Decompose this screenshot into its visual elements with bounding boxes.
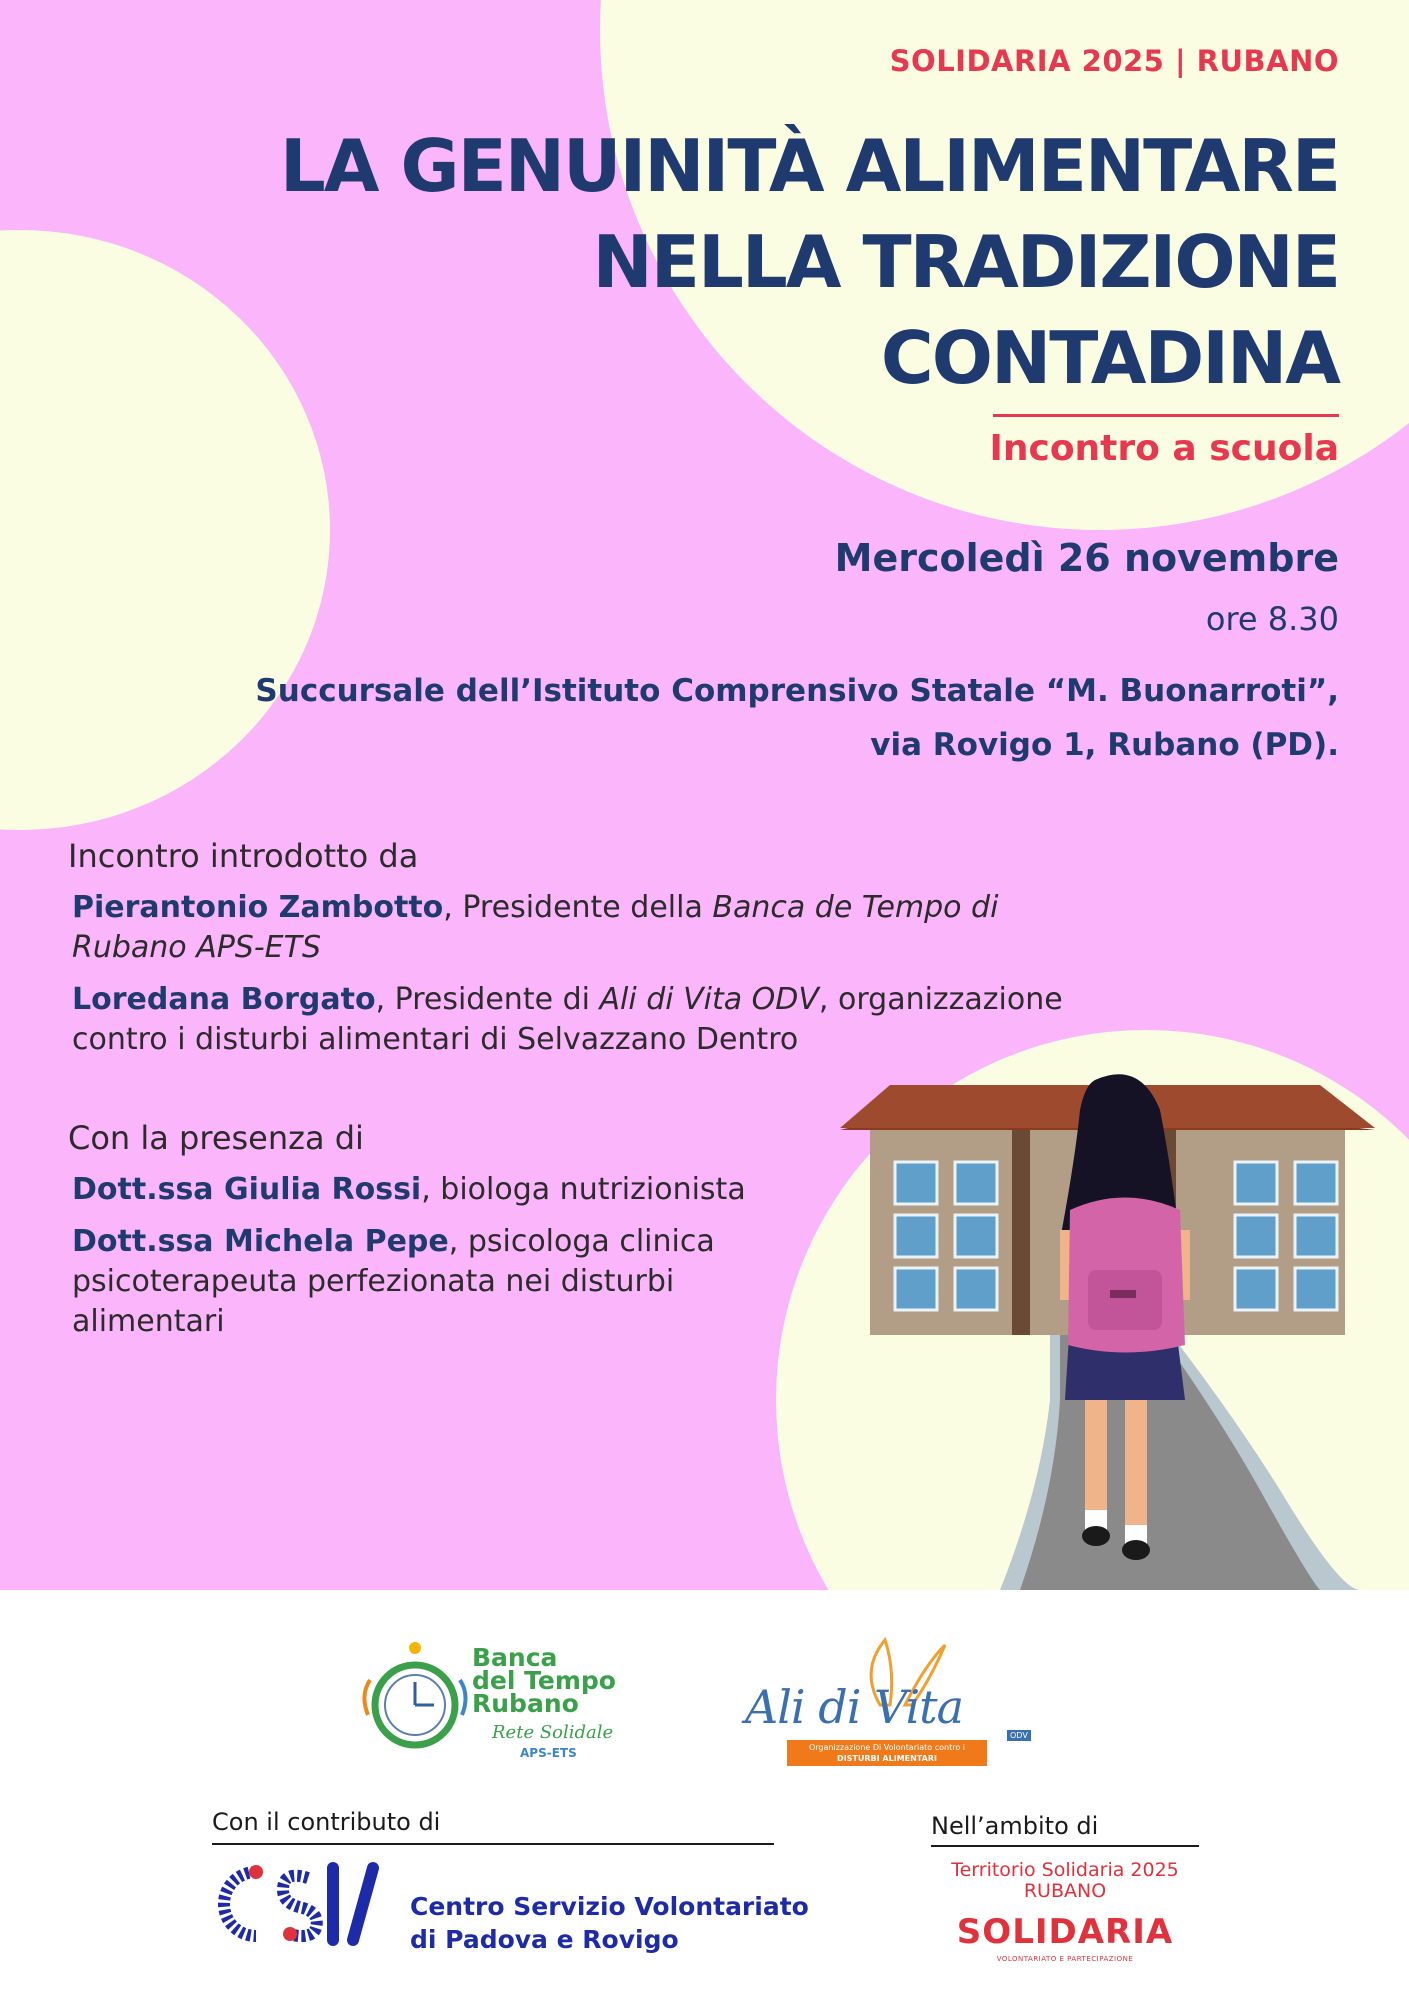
solidaria-logo: SOLIDARIA [956, 1912, 1174, 1952]
speaker-entry [72, 980, 1068, 1060]
banca-line: Banca [472, 1643, 558, 1672]
ali-banner-line: DISTURBI ALIMENTARI [837, 1754, 937, 1763]
solidaria-line: Territorio Solidaria 2025 [951, 1859, 1179, 1881]
solidaria-line: RUBANO [1023, 1880, 1107, 1902]
girl-leg [1085, 1400, 1107, 1525]
guest-role: alimentari [72, 1304, 225, 1339]
banca-line: Rubano [472, 1689, 579, 1718]
ambito-label: Nell’ambito di [931, 1812, 1099, 1840]
contrib-label: Con il contributo di [212, 1808, 441, 1836]
banca-tagline: Rete Solidale [492, 1722, 614, 1743]
guest-role: psicoterapeuta perfezionata nei disturbi [72, 1264, 675, 1299]
school-illustration [840, 1070, 1380, 1590]
speaker-text: , Presidente di [375, 982, 600, 1017]
contrib-divider [212, 1843, 774, 1845]
clock-icon [360, 1640, 470, 1760]
banca-name [472, 1643, 616, 1718]
guest-role: , psicologa clinica [448, 1224, 715, 1259]
title-line: NELLA TRADIZIONE [592, 220, 1339, 304]
guest-name: Dott.ssa Michela Pepe [72, 1224, 449, 1259]
banca-line: del Tempo [472, 1666, 616, 1695]
event-subtitle: Incontro a scuola [989, 428, 1339, 469]
event-kicker: SOLIDARIA 2025 | RUBANO [889, 44, 1339, 78]
csv-name [410, 1890, 809, 1956]
girl-shoe [1082, 1526, 1110, 1546]
girl-leg [1125, 1400, 1147, 1540]
title-line: LA GENUINITÀ ALIMENTARE [279, 124, 1339, 208]
ambito-divider [931, 1845, 1199, 1847]
page-title [280, 118, 1339, 406]
speaker-org: Rubano APS-ETS [72, 930, 321, 965]
csv-name-line: Centro Servizio Volontariato [410, 1892, 809, 1921]
backpack-pocket [1088, 1270, 1162, 1330]
speaker-org: Ali di Vita ODV [599, 982, 819, 1017]
speaker-name: Loredana Borgato [72, 982, 376, 1017]
speaker-name: Pierantonio Zambotto [72, 890, 444, 925]
title-divider [993, 414, 1339, 417]
guest-name: Dott.ssa Giulia Rossi [72, 1172, 422, 1207]
girl-shoe [1122, 1540, 1150, 1560]
intro-section [68, 836, 1068, 1060]
guest-entry [72, 1170, 828, 1210]
csv-name-line: di Padova e Rovigo [410, 1925, 679, 1954]
banca-del-tempo-logo [360, 1640, 640, 1770]
event-time: ore 8.30 [1205, 600, 1339, 638]
ali-banner-line: Organizzazione Di Volontariato contro i [808, 1743, 966, 1752]
presence-section [68, 1118, 828, 1342]
title-line: CONTADINA [880, 316, 1339, 400]
ali-banner [787, 1740, 987, 1766]
csv-logo [208, 1858, 388, 1950]
solidaria-territory [931, 1860, 1199, 1902]
venue-line: via Rovigo 1, Rubano (PD). [870, 727, 1339, 763]
backpack-tag [1110, 1290, 1136, 1298]
speaker-text: , Presidente della [443, 890, 713, 925]
guest-role: , biologa nutrizionista [421, 1172, 746, 1207]
csv-mark-icon [208, 1858, 388, 1950]
building-column [1012, 1130, 1030, 1335]
ali-wordmark: Ali di Vita [745, 1680, 964, 1734]
speaker-text: , organizzazione [818, 982, 1063, 1017]
ali-di-vita-logo [745, 1630, 1050, 1770]
banca-suffix: APS-ETS [520, 1746, 577, 1760]
speaker-text: contro i disturbi alimentari di Selvazzano Dentro [72, 1022, 799, 1057]
presence-heading: Con la presenza di [68, 1119, 364, 1157]
speaker-org: Banca de Tempo di [712, 890, 999, 925]
solidaria-tagline: VOLONTARIATO E PARTECIPAZIONE [996, 1955, 1134, 1963]
guest-entry [72, 1222, 828, 1342]
event-date: Mercoledì 26 novembre [834, 536, 1339, 580]
event-venue [255, 664, 1339, 772]
venue-line: Succursale dell’Istituto Comprensivo Statale “M. Buonarroti”, [255, 673, 1339, 709]
intro-heading: Incontro introdotto da [68, 837, 419, 875]
ali-badge: ODV [1007, 1730, 1031, 1741]
speaker-entry [72, 888, 1068, 968]
